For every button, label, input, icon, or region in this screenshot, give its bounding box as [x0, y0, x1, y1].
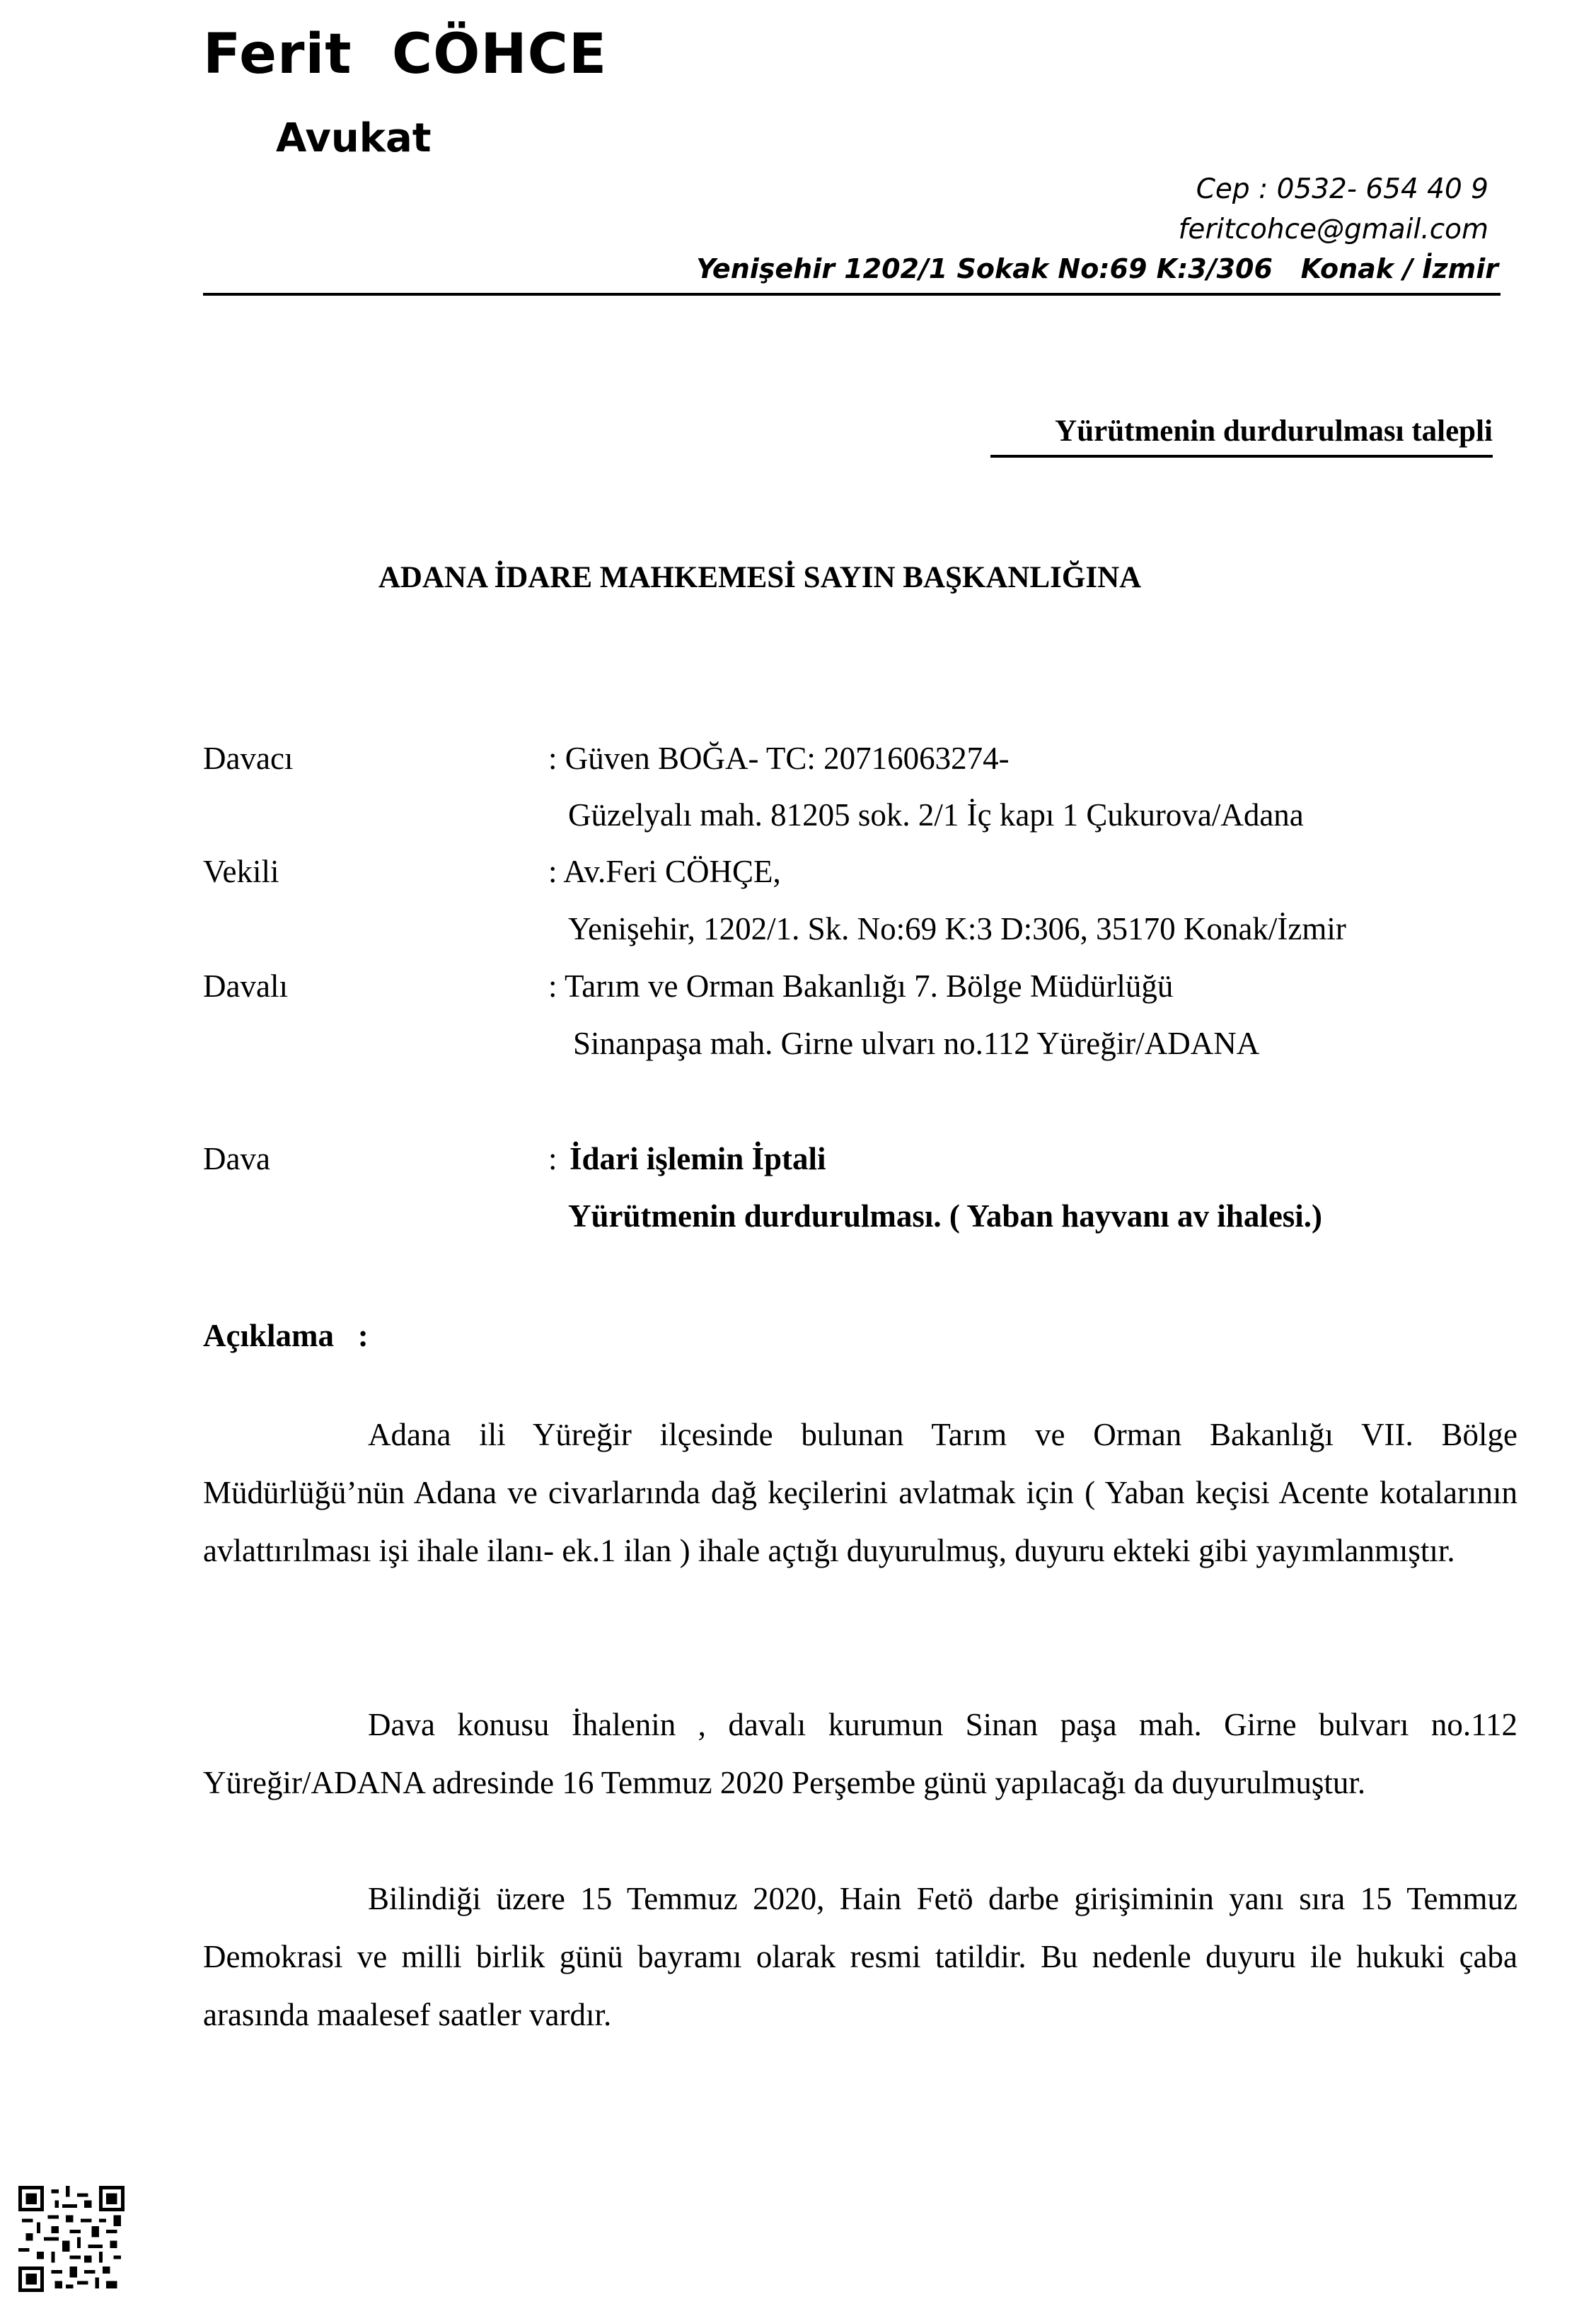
case-colon: : [548, 1141, 565, 1176]
paragraph-2: Dava konusu İhalenin , davalı kurumun Sinan paşa mah. Girne bulvarı no.112 Yüreğir/ADANA adresinde 16 Temmuz 2020 Perşembe günü yapılacağı da duyurulmuştur. [203, 1707, 1517, 1800]
plaintiff-label: Davacı [203, 741, 294, 776]
explanation-label: Açıklama : [203, 1318, 369, 1353]
plaintiff-line1: : Güven BOĞA- TC: 20716063274- [548, 741, 1010, 776]
court-heading: ADANA İDARE MAHKEMESİ SAYIN BAŞKANLIĞINA [378, 561, 1142, 594]
attorney-line2: Yenişehir, 1202/1. Sk. No:69 K:3 D:306, 35170 Konak/İzmir [568, 911, 1346, 947]
defendant-label: Davalı [203, 968, 288, 1004]
case-line2: Yürütmenin durdurulması. ( Yaban hayvanı av ihalesi.) [568, 1198, 1323, 1234]
qr-code [18, 2186, 125, 2292]
plaintiff-line2: Güzelyalı mah. 81205 sok. 2/1 İç kapı 1 Çukurova/Adana [568, 797, 1304, 833]
lawyer-name: Ferit CÖHCE [203, 23, 608, 86]
office-address: Yenişehir 1202/1 Sokak No:69 K:3/306 Konak / İzmir [696, 253, 1498, 284]
request-note: Yürütmenin durdurulması talepli [1055, 415, 1493, 448]
phone-number: Cep : 0532- 654 40 9 [1196, 173, 1488, 205]
case-line1: İdari işlemin İptali [569, 1141, 826, 1176]
request-note-underline [990, 455, 1493, 458]
paragraph-1: Adana ili Yüreğir ilçesinde bulunan Tarım ve Orman Bakanlığı VII. Bölge Müdürlüğü’nün Adana ve civarlarında dağ keçilerini avlatmak için ( Yaban keçisi Acente kotalarının avlattırılması işi ihale ilanı- ek.1 ilan ) ihale açtığı duyurulmuş, duyuru ekteki gibi yayımlanmıştır. [203, 1417, 1517, 1568]
case-label: Dava [203, 1141, 270, 1176]
lawyer-title: Avukat [276, 115, 432, 161]
defendant-line2: Sinanpaşa mah. Girne ulvarı no.112 Yüreğir/ADANA [573, 1026, 1260, 1061]
attorney-label: Vekili [203, 854, 279, 889]
letterhead-divider [203, 293, 1500, 296]
paragraph-3: Bilindiği üzere 15 Temmuz 2020, Hain Fetö darbe girişiminin yanı sıra 15 Temmuz Demokrasi ve milli birlik günü bayramı olarak resmi tatildir. Bu nedenle duyuru ile hukuki çaba arasında maalesef saatler vardır. [203, 1881, 1517, 2032]
email-address: feritcohce@gmail.com [1178, 214, 1488, 245]
defendant-line1: : Tarım ve Orman Bakanlığı 7. Bölge Müdürlüğü [548, 968, 1174, 1004]
attorney-line1: : Av.Feri CÖHÇE, [548, 854, 781, 889]
